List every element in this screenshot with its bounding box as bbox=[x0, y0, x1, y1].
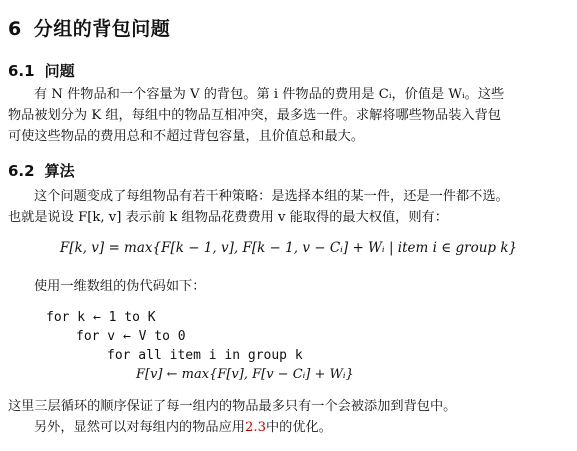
subsection-heading-algorithm bbox=[8, 160, 75, 181]
paragraph-line: 有 N 件物品和一个容量为 V 的背包。第 i 件物品的费用是 Cᵢ，价值是 Wᵢ。这些 bbox=[34, 87, 505, 102]
subsection-title: 问题 bbox=[44, 62, 75, 80]
section-title: 分组的背包问题 bbox=[33, 18, 171, 40]
closing-paragraph bbox=[8, 396, 568, 438]
text-span: 中的优化。 bbox=[265, 420, 332, 435]
paragraph-line: 这个问题变成了每组物品有若干种策略：是选择本组的某一件，还是一件都不选。 bbox=[34, 189, 509, 204]
subsection-heading-problem bbox=[8, 60, 75, 81]
code-line bbox=[46, 366, 354, 385]
paragraph-line: 可使这些物品的费用总和不超过背包容量，且价值总和最大。 bbox=[8, 129, 365, 144]
section-number: 6 bbox=[8, 18, 22, 40]
subsection-title: 算法 bbox=[44, 162, 75, 180]
algorithm-paragraph bbox=[8, 186, 568, 228]
equation-text: F[k, v] = max{F[k − 1, v], F[k − 1, v − Cᵢ] + Wᵢ | item i ∈ group k} bbox=[59, 240, 518, 256]
paragraph-line: 物品被划分为 K 组，每组中的物品互相冲突，最多选一件。求解将哪些物品装入背包 bbox=[8, 108, 501, 123]
code-math: F[v] ← max{F[v], F[v − Cᵢ] + Wᵢ} bbox=[136, 367, 354, 382]
problem-paragraph bbox=[8, 84, 568, 147]
pseudocode-intro bbox=[8, 276, 568, 297]
section-heading bbox=[8, 14, 170, 41]
text-span: 另外，显然可以对每组内的物品应用 bbox=[34, 420, 245, 435]
paragraph-line: 这里三层循环的顺序保证了每一组内的物品最多只有一个会被添加到背包中。 bbox=[8, 399, 457, 414]
paragraph-line: 使用一维数组的伪代码如下： bbox=[34, 279, 206, 294]
subsection-number: 6.1 bbox=[8, 62, 35, 80]
pseudocode-block bbox=[46, 309, 354, 385]
section-reference-link[interactable]: 2.3 bbox=[245, 420, 266, 435]
code-line: for k ← 1 to K bbox=[46, 310, 156, 325]
paragraph-line bbox=[8, 417, 568, 438]
code-line: for v ← V to 0 bbox=[76, 329, 186, 344]
code-line: for all item i in group k bbox=[107, 348, 303, 363]
paragraph-line: 也就是说设 F[k, v] 表示前 k 组物品花费费用 v 能取得的最大权值，则有： bbox=[8, 210, 448, 225]
recurrence-equation bbox=[0, 240, 577, 256]
subsection-number: 6.2 bbox=[8, 162, 35, 180]
